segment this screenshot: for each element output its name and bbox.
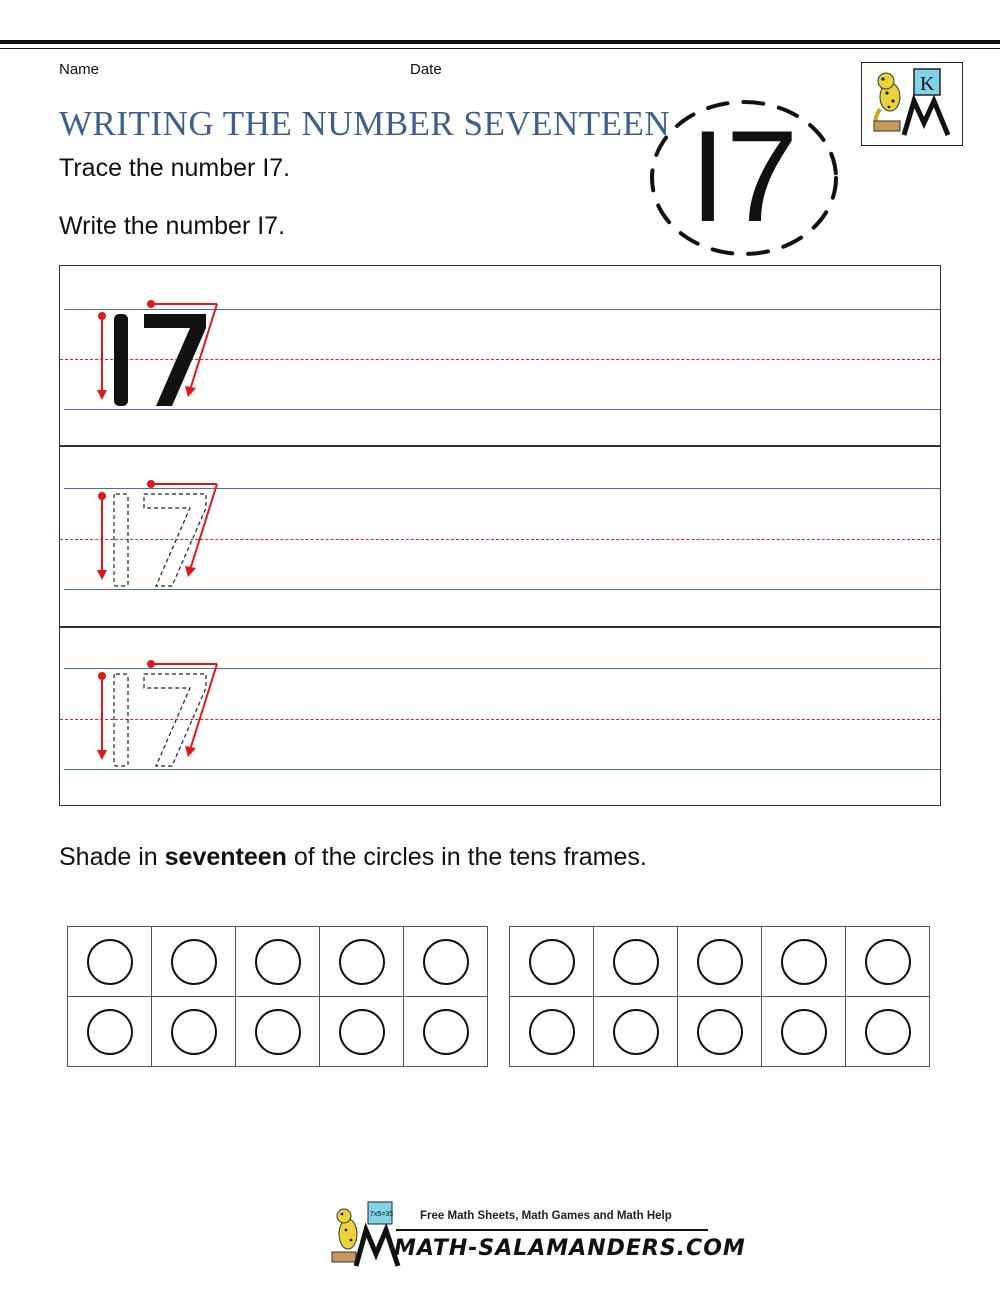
ten-frame-cell[interactable] <box>594 927 678 997</box>
ten-frame-cell[interactable] <box>678 997 762 1067</box>
dashed-digit-seven <box>144 674 206 766</box>
ten-frame-cell[interactable] <box>762 997 846 1067</box>
circle-to-shade[interactable] <box>781 939 827 985</box>
top-rule <box>0 40 1000 44</box>
footer-tagline: Free Math Sheets, Math Games and Math Help <box>420 1210 672 1222</box>
solid-digit-seven <box>144 314 206 406</box>
ten-frame-cell[interactable] <box>404 927 488 997</box>
circle-to-shade[interactable] <box>87 939 133 985</box>
shade-instruction-prefix: Shade in <box>59 843 165 871</box>
circle-to-shade[interactable] <box>339 939 385 985</box>
ten-frame-cell[interactable] <box>236 997 320 1067</box>
ten-frame-cell[interactable] <box>846 997 930 1067</box>
ten-frame-cell[interactable] <box>152 927 236 997</box>
ten-frame-cell[interactable] <box>510 997 594 1067</box>
solid-digit-one <box>114 314 128 406</box>
trace-row-dashed <box>90 658 260 778</box>
ten-frame-right <box>509 926 930 1067</box>
ten-frame-left <box>67 926 488 1067</box>
ten-frame-cell[interactable] <box>404 997 488 1067</box>
dashed-digit-one <box>114 494 128 586</box>
circle-to-shade[interactable] <box>423 1009 469 1055</box>
band-separator <box>60 626 940 628</box>
trace-row-solid <box>90 298 260 418</box>
footer-site-name: MATH-SALAMANDERS.COM <box>394 1236 746 1261</box>
top-rule-thin <box>0 48 1000 49</box>
footer-rule <box>396 1229 708 1231</box>
big-number: I7 <box>689 103 799 249</box>
band-separator <box>60 445 940 447</box>
logo-letter: K <box>920 73 935 95</box>
date-label: Date <box>410 61 442 78</box>
math-salamanders-logo <box>861 62 963 146</box>
shade-instruction-bold: seventeen <box>164 843 287 871</box>
ten-frame-cell[interactable] <box>152 997 236 1067</box>
stroke-direction-arrows <box>97 660 217 760</box>
circle-to-shade[interactable] <box>171 939 217 985</box>
circle-to-shade[interactable] <box>613 939 659 985</box>
dashed-digit-seven <box>144 494 206 586</box>
write-instruction: Write the number I7. <box>59 212 286 240</box>
ten-frame-cell[interactable] <box>510 927 594 997</box>
circle-to-shade[interactable] <box>865 1009 911 1055</box>
circle-to-shade[interactable] <box>171 1009 217 1055</box>
big-number-badge <box>640 95 850 270</box>
footer-badge-text: 7x5=35 <box>370 1211 394 1218</box>
ten-frame-cell[interactable] <box>762 927 846 997</box>
name-label: Name <box>59 61 100 78</box>
circle-to-shade[interactable] <box>255 1009 301 1055</box>
salamander-logo-icon <box>862 63 962 145</box>
circle-to-shade[interactable] <box>697 1009 743 1055</box>
page-title: WRITING THE NUMBER SEVENTEEN <box>59 104 671 143</box>
shade-instruction <box>59 843 647 872</box>
circle-to-shade[interactable] <box>255 939 301 985</box>
ten-frame-cell[interactable] <box>594 997 678 1067</box>
circle-to-shade[interactable] <box>529 939 575 985</box>
ten-frame-cell[interactable] <box>846 927 930 997</box>
circle-to-shade[interactable] <box>339 1009 385 1055</box>
trace-instruction: Trace the number I7. <box>59 154 291 182</box>
ten-frame-cell[interactable] <box>68 927 152 997</box>
shade-instruction-suffix: of the circles in the tens frames. <box>286 843 647 871</box>
ten-frame-cell[interactable] <box>320 997 404 1067</box>
circle-to-shade[interactable] <box>865 939 911 985</box>
dashed-digit-one <box>114 674 128 766</box>
stroke-direction-arrows <box>97 480 217 580</box>
footer-logo <box>326 1200 746 1270</box>
ten-frame-cell[interactable] <box>320 927 404 997</box>
circle-to-shade[interactable] <box>529 1009 575 1055</box>
ten-frame-cell[interactable] <box>678 927 762 997</box>
writing-practice-area <box>59 265 941 806</box>
ten-frame-cell[interactable] <box>236 927 320 997</box>
trace-row-dashed <box>90 478 260 598</box>
circle-to-shade[interactable] <box>781 1009 827 1055</box>
circle-to-shade[interactable] <box>613 1009 659 1055</box>
circle-to-shade[interactable] <box>697 939 743 985</box>
circle-to-shade[interactable] <box>423 939 469 985</box>
ten-frame-cell[interactable] <box>68 997 152 1067</box>
circle-to-shade[interactable] <box>87 1009 133 1055</box>
